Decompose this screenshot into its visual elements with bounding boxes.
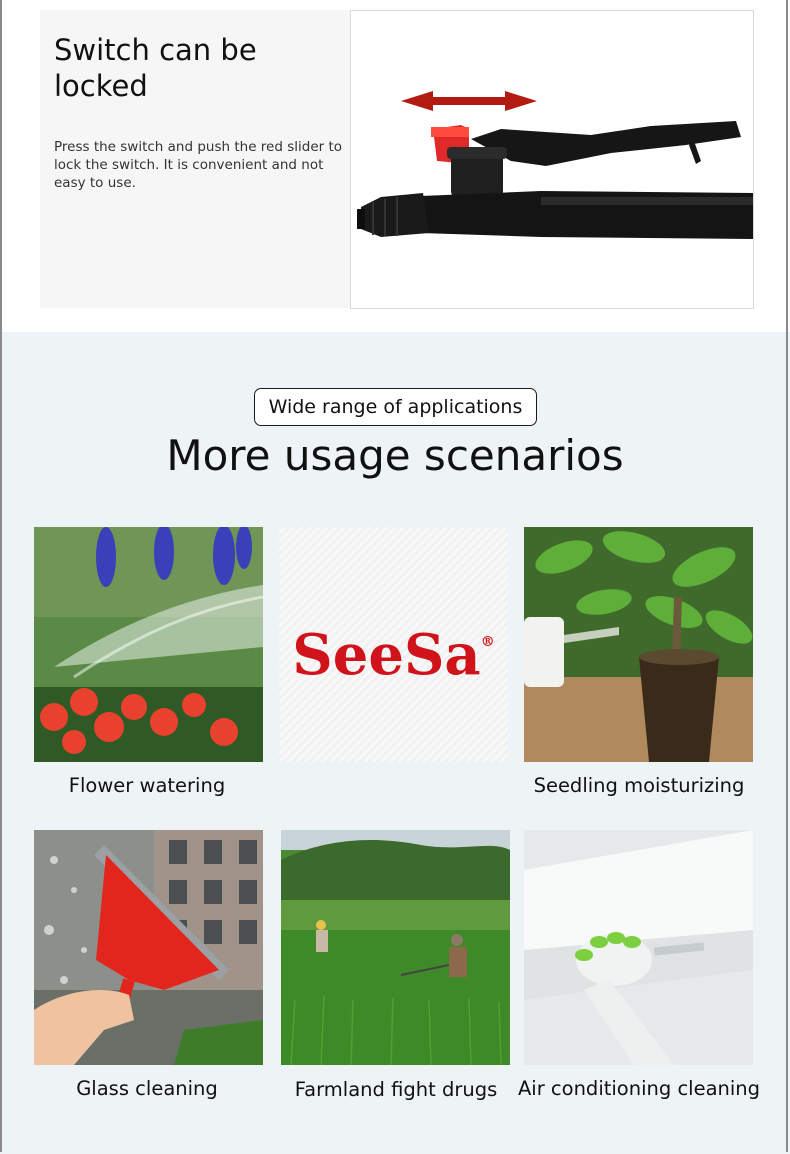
applications-badge: Wide range of applications	[254, 388, 537, 426]
scenario-label-farmland: Farmland fight drugs	[294, 1078, 498, 1101]
feature-description: Press the switch and push the red slider to lock the switch. It is convenient and not easy to use.	[54, 139, 343, 191]
seesa-logo-text: SeeSa	[292, 622, 481, 688]
applications-title: More usage scenarios	[166, 431, 624, 480]
scenario-label-seedling: Seedling moisturizing	[533, 774, 745, 797]
scenario-label-glass-cleaning: Glass cleaning	[76, 1077, 218, 1100]
feature-title: Switch can be locked	[54, 33, 257, 103]
registered-mark: ®	[480, 634, 495, 650]
scenario-label-air-conditioning: Air conditioning cleaning	[517, 1077, 761, 1100]
scenario-label-flower-watering: Flower watering	[68, 774, 226, 797]
